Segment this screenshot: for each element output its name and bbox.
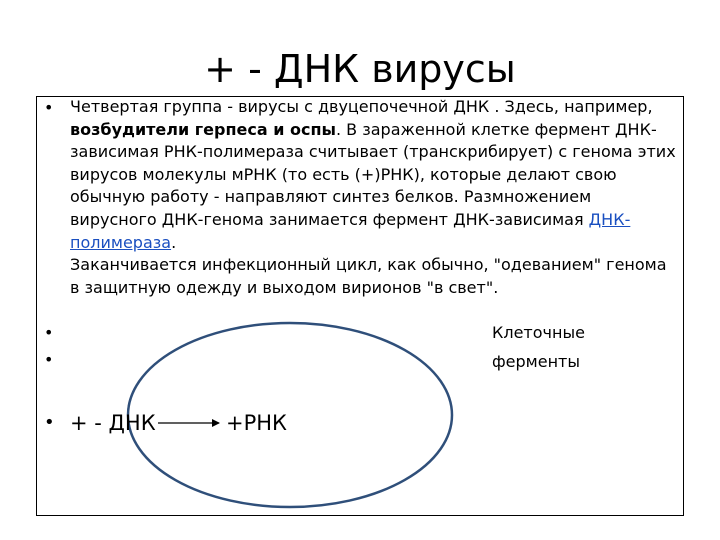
bullet-3: • — [44, 350, 54, 369]
bullet-4: • — [44, 412, 55, 433]
bullet-1: • — [44, 98, 54, 117]
rna-label: +РНК — [226, 411, 287, 435]
enzymes-label-line-1: Клеточные — [492, 323, 585, 342]
paragraph-line-7-rest: . — [171, 232, 177, 252]
slide-title: + - ДНК вирусы — [204, 47, 516, 91]
paragraph-line-4: вирусов молекулы мРНК (то есть (+)РНК), которые делают свою — [70, 164, 617, 184]
paragraph-line-2-rest: . В зараженной клетке фермент ДНК- — [335, 119, 657, 139]
paragraph-line-8: Заканчивается инфекционный цикл, как обычно, "одеванием" генома — [70, 255, 667, 275]
dna-label: + - ДНК — [70, 411, 156, 435]
paragraph-line-1: Четвертая группа - вирусы с двуцепочечной ДНК . Здесь, например, — [70, 97, 653, 116]
paragraph-line-9: в защитную одежду и выходом вирионов "в свет". — [70, 277, 499, 297]
paragraph-line-3: зависимая РНК-полимераза считывает (транскрибирует) с генома этих — [70, 142, 676, 162]
dna-polymerase-link-part-1[interactable]: ДНК- — [588, 209, 631, 229]
bold-phrase: возбудители герпеса и оспы — [70, 119, 336, 139]
cycle-ellipse — [128, 323, 452, 507]
enzymes-label-line-2: ферменты — [492, 352, 581, 371]
dna-polymerase-link-part-2[interactable]: полимераза — [70, 232, 172, 252]
paragraph-line-6-text: вирусного ДНК-генома занимается фермент ДНК-зависимая — [70, 209, 589, 229]
paragraph-line-5: обычную работу - направляют синтез белков. Размножением — [70, 187, 592, 207]
bullet-2: • — [44, 323, 54, 342]
